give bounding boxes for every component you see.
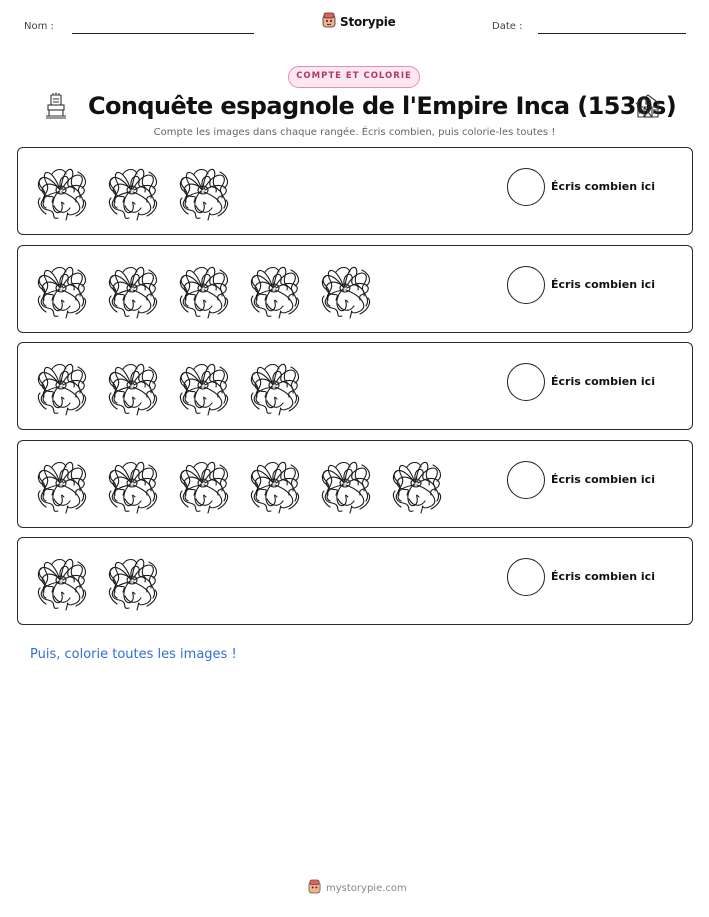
tangled-flower-icon — [385, 451, 446, 515]
picture-group — [30, 353, 304, 419]
date-label: Date : — [492, 21, 523, 32]
tangled-flower-icon — [101, 451, 162, 515]
brand-name: Storypie — [340, 15, 396, 29]
tangled-flower-icon — [30, 158, 91, 222]
name-label: Nom : — [24, 21, 54, 32]
tangled-flower-icon — [30, 451, 91, 515]
tangled-flower-icon — [101, 548, 162, 612]
tangled-flower-icon — [101, 353, 162, 417]
answer-circle[interactable] — [507, 168, 545, 206]
tangled-flower-icon — [30, 353, 91, 417]
footer-url: mystorypie.com — [326, 883, 407, 894]
answer-circle[interactable] — [507, 461, 545, 499]
tangled-flower-icon — [172, 353, 233, 417]
tangled-flower-icon — [243, 451, 304, 515]
tangled-flower-icon — [172, 451, 233, 515]
answer-label: Écris combien ici — [551, 375, 655, 388]
count-row — [17, 440, 693, 528]
tangled-flower-icon — [172, 256, 233, 320]
storypie-mascot-icon — [322, 12, 336, 32]
barn-icon — [634, 93, 662, 123]
worksheet-header — [0, 0, 709, 45]
name-field[interactable] — [72, 33, 254, 34]
tangled-flower-icon — [30, 548, 91, 612]
picture-group — [30, 256, 375, 322]
storypie-mascot-icon — [308, 879, 321, 898]
tangled-flower-icon — [101, 256, 162, 320]
answer-label: Écris combien ici — [551, 278, 655, 291]
activity-badge: COMPTE ET COLORIE — [288, 66, 420, 88]
tangled-flower-icon — [172, 158, 233, 222]
brand-logo — [322, 12, 396, 32]
tangled-flower-icon — [101, 158, 162, 222]
footer-note: Puis, colorie toutes les images ! — [30, 647, 237, 662]
tangled-flower-icon — [243, 256, 304, 320]
page-title: Conquête espagnole de l'Empire Inca (1530s) — [88, 92, 677, 120]
answer-label: Écris combien ici — [551, 473, 655, 486]
throne-icon — [44, 92, 68, 124]
answer-label: Écris combien ici — [551, 570, 655, 583]
answer-circle[interactable] — [507, 266, 545, 304]
count-row — [17, 342, 693, 430]
answer-label: Écris combien ici — [551, 180, 655, 193]
count-row — [17, 147, 693, 235]
picture-group — [30, 158, 233, 224]
picture-group — [30, 451, 446, 517]
tangled-flower-icon — [30, 256, 91, 320]
tangled-flower-icon — [243, 353, 304, 417]
answer-circle[interactable] — [507, 363, 545, 401]
title-row — [0, 92, 709, 124]
tangled-flower-icon — [314, 256, 375, 320]
count-row — [17, 537, 693, 625]
tangled-flower-icon — [314, 451, 375, 515]
footer-brand — [308, 879, 407, 898]
count-row — [17, 245, 693, 333]
instructions: Compte les images dans chaque rangée. Écris combien, puis colorie-les toutes ! — [153, 127, 556, 138]
picture-group — [30, 548, 162, 614]
date-field[interactable] — [538, 33, 686, 34]
answer-circle[interactable] — [507, 558, 545, 596]
